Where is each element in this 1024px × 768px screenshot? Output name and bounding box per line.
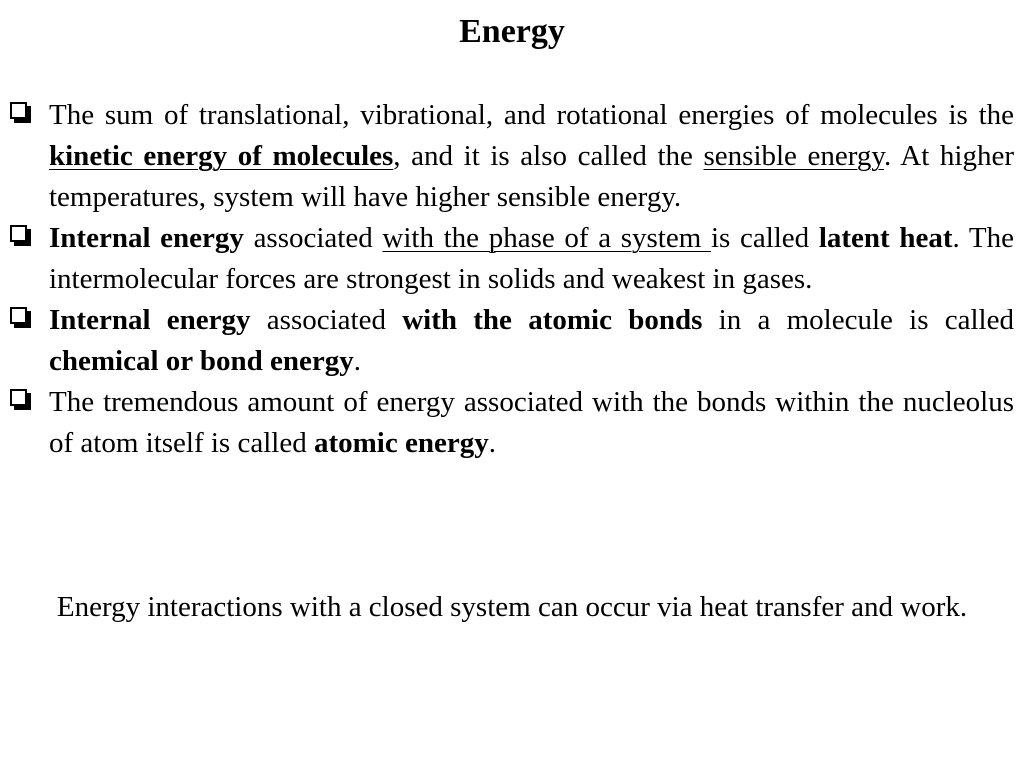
bullet-item-atomic-energy	[10, 382, 1014, 464]
bullet-text: The tremendous amount of energy associated with the bonds within the nucleolus of atom itself is called	[49, 386, 1014, 459]
bullet-text: associated	[243, 222, 383, 254]
bullet-text: . The intermolecular forces are strongest in solids and weakest in gases.	[49, 222, 1015, 295]
bullet-text: .	[353, 345, 361, 377]
slide-title: Energy	[459, 13, 565, 50]
term-sensible-energy: sensible energy	[703, 140, 885, 172]
bullet-text: is called	[710, 222, 819, 254]
bullet-text: The sum of translational, vibrational, and rotational energies of molecules is the	[49, 99, 1014, 131]
checkbox-square-icon	[10, 225, 32, 247]
bullet-list	[10, 95, 1014, 464]
checkbox-square-icon	[10, 389, 32, 411]
term-latent-heat: latent heat	[818, 222, 953, 254]
bullet-item-latent-heat	[10, 218, 1014, 300]
bullet-text: in a molecule is called	[702, 304, 1014, 336]
phrase-phase-of-system: with the phase of a system	[382, 222, 711, 254]
bullet-item-chemical-energy	[10, 300, 1014, 382]
term-kinetic-energy: kinetic energy of molecules	[49, 140, 394, 172]
checkbox-square-icon	[10, 102, 32, 124]
bullet-text: associated	[250, 304, 403, 336]
bullet-item-kinetic-energy	[10, 95, 1014, 218]
phrase-atomic-bonds: with the atomic bonds	[402, 304, 703, 336]
bullet-text: , and it is also called the	[393, 140, 704, 172]
bullet-text: . At higher temperatures, system will have higher sensible energy.	[49, 140, 1014, 213]
bullet-text: .	[488, 427, 496, 459]
term-internal-energy: Internal energy	[49, 304, 251, 336]
summary-statement: Energy interactions with a closed system can occur via heat transfer and work.	[56, 591, 968, 623]
term-internal-energy: Internal energy	[49, 222, 244, 254]
checkbox-square-icon	[10, 307, 32, 329]
term-chemical-energy: chemical or bond energy	[49, 345, 354, 377]
term-atomic-energy: atomic energy	[313, 427, 489, 459]
